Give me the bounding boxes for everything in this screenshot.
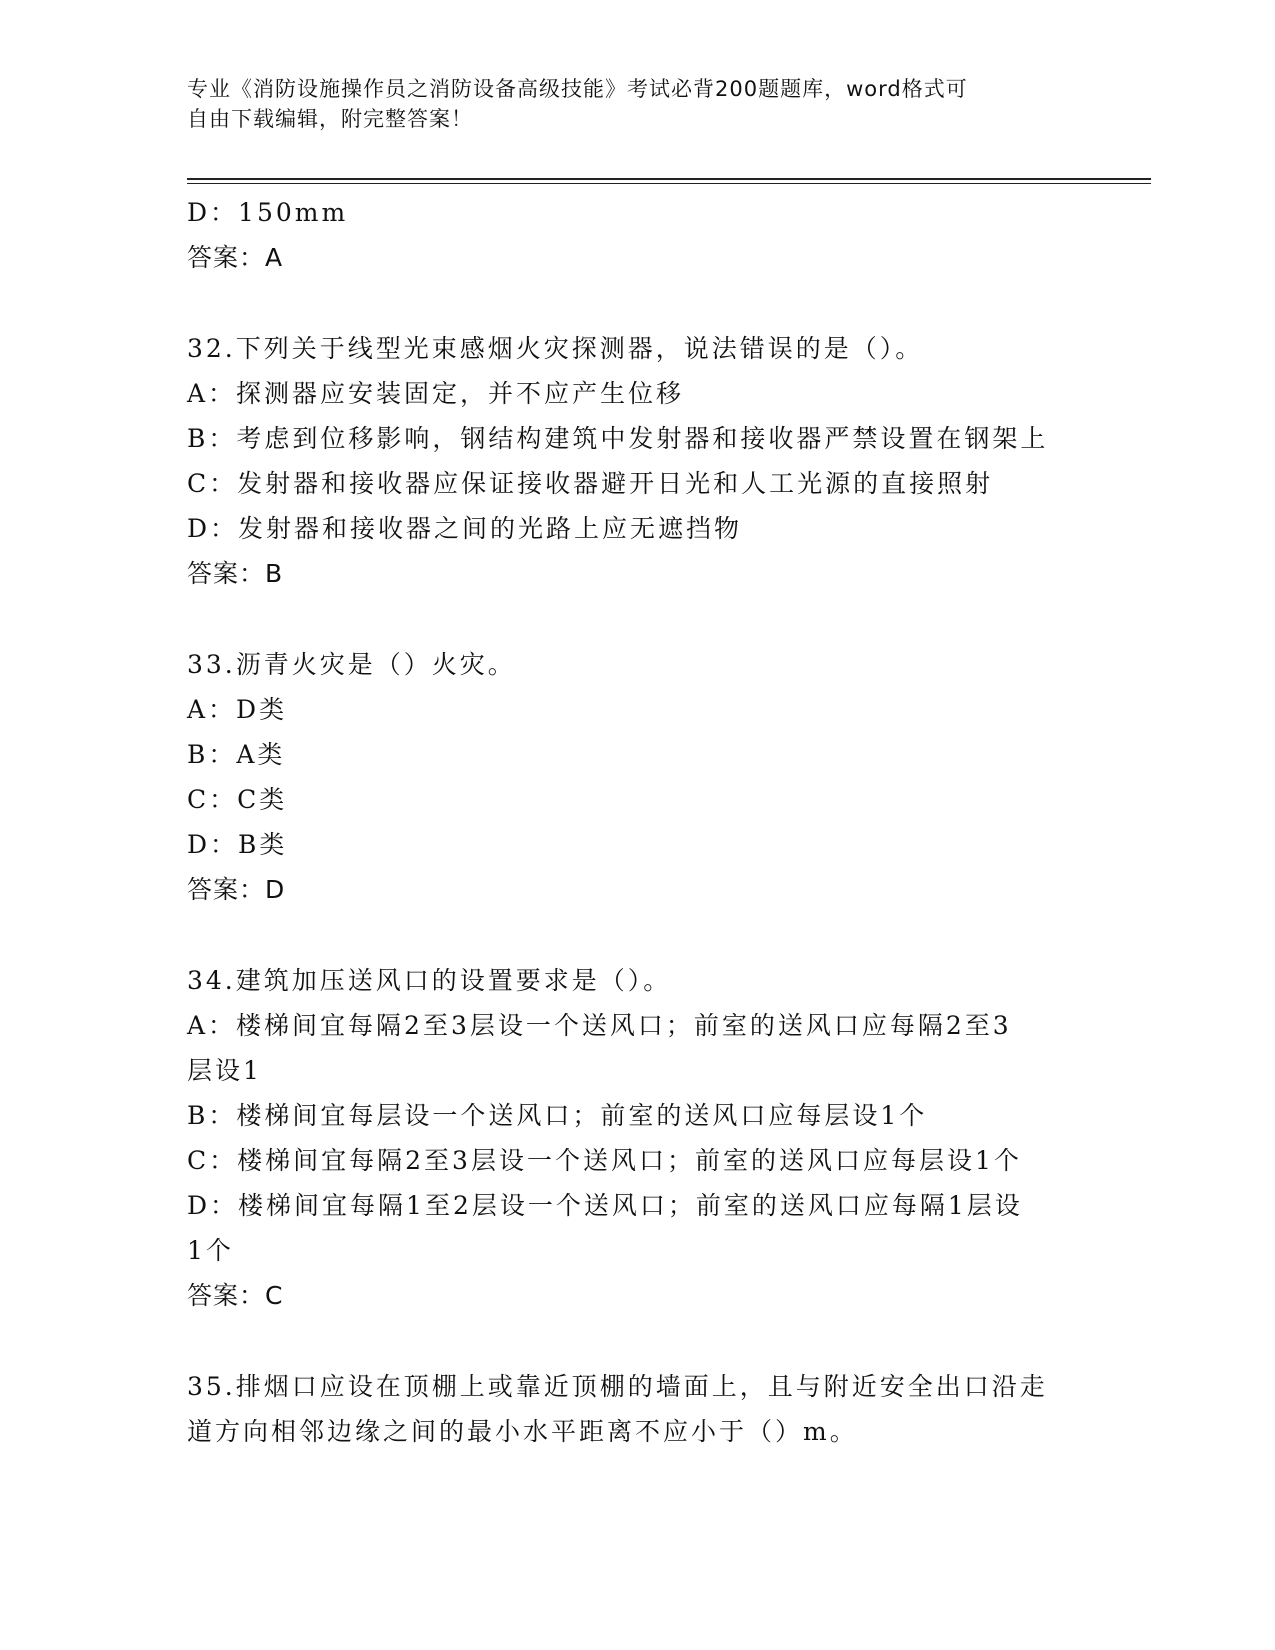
- option-c: C：发射器和接收器应保证接收器避开日光和人工光源的直接照射: [187, 469, 994, 498]
- question-stem-continued: 道方向相邻边缘之间的最小水平距离不应小于（）m。: [187, 1417, 858, 1446]
- answer: 答案：C: [187, 1281, 284, 1310]
- option-d-continued: 1个: [187, 1236, 234, 1265]
- question-stem: 32.下列关于线型光束感烟火灾探测器，说法错误的是（）。: [187, 334, 924, 363]
- option-a: A：D类: [187, 695, 288, 724]
- question-34: [187, 958, 1087, 1318]
- question-stem: 35.排烟口应设在顶棚上或靠近顶棚的墙面上，且与附近安全出口沿走: [187, 1372, 1048, 1401]
- question-list: [187, 190, 1087, 1454]
- question-33: [187, 642, 1087, 912]
- header-divider-thick: [187, 178, 1151, 180]
- option-b: B：楼梯间宜每层设一个送风口；前室的送风口应每层设1个: [187, 1101, 928, 1130]
- option-a: A：探测器应安装固定，并不应产生位移: [187, 379, 685, 408]
- document-header: [187, 74, 1057, 134]
- answer: 答案：D: [187, 875, 286, 904]
- question-stem: 33.沥青火灾是（）火灾。: [187, 650, 516, 679]
- option-c: C：C类: [187, 785, 288, 814]
- answer: 答案：B: [187, 559, 284, 588]
- option-d: D：发射器和接收器之间的光路上应无遮挡物: [187, 514, 743, 543]
- option-b: B：考虑到位移影响，钢结构建筑中发射器和接收器严禁设置在钢架上: [187, 424, 1049, 453]
- option-a: A：楼梯间宜每隔2至3层设一个送风口；前室的送风口应每隔2至3: [187, 1011, 1012, 1040]
- question-35: [187, 1364, 1087, 1454]
- option-a-continued: 层设1: [187, 1056, 262, 1085]
- option-c: C：楼梯间宜每隔2至3层设一个送风口；前室的送风口应每层设1个: [187, 1146, 1022, 1175]
- option-d: D：B类: [187, 830, 288, 859]
- option-b: B：A类: [187, 740, 286, 769]
- header-line-2: 自由下载编辑，附完整答案！: [187, 107, 473, 131]
- option-d: D：楼梯间宜每隔1至2层设一个送风口；前室的送风口应每隔1层设: [187, 1191, 1023, 1220]
- header-line-1: 专业《消防设施操作员之消防设备高级技能》考试必背200题题库，word格式可: [187, 77, 968, 101]
- previous-option-d: D：150mm: [187, 198, 349, 227]
- question-stem: 34.建筑加压送风口的设置要求是（）。: [187, 966, 672, 995]
- previous-answer: 答案：A: [187, 243, 284, 272]
- question-32: [187, 326, 1087, 596]
- header-divider-thin: [187, 183, 1151, 184]
